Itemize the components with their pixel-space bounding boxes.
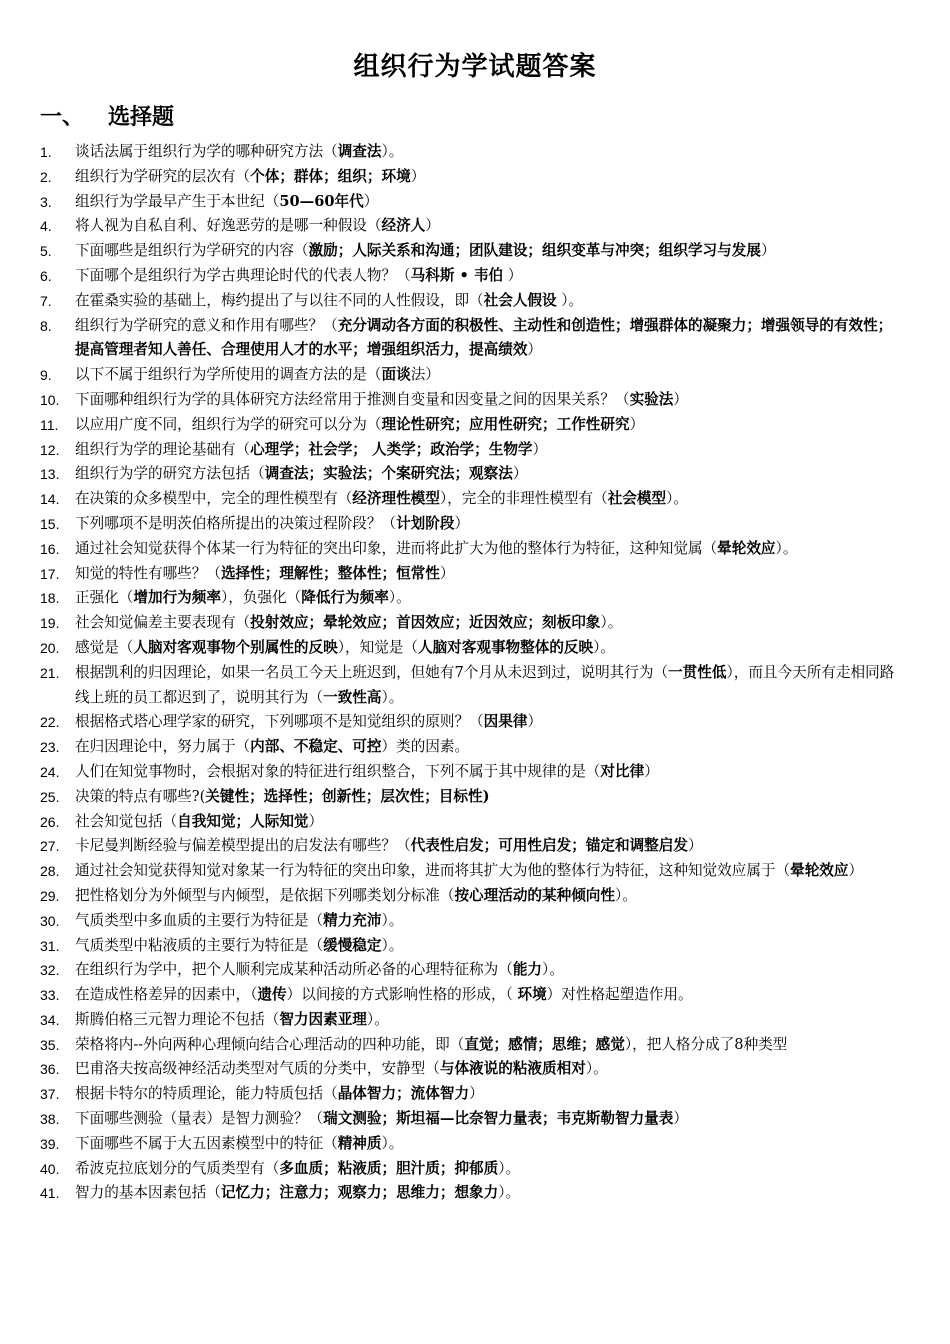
answer-text: 代表性启发；可用性启发；锚定和调整启发 (410, 837, 688, 855)
question-item (0, 586, 950, 611)
question-number: 6. (40, 267, 52, 284)
answer-text: 调查法 (337, 143, 382, 160)
question-item (0, 289, 950, 314)
question-item (0, 909, 950, 934)
answer-text: 与体液说的粘液质相对 (439, 1060, 586, 1078)
question-item (0, 1082, 950, 1107)
question-text: ） (532, 440, 548, 458)
question-number: 4. (40, 218, 52, 235)
question-text: 感觉是（ (75, 638, 134, 656)
question-text: 在霍桑实验的基础上，梅约提出了与以往不同的人性假设，即（ (75, 291, 484, 309)
question-text: ）。 (388, 589, 411, 607)
question-text: ） (673, 1110, 688, 1128)
question-item (0, 388, 950, 413)
question-text: 巴甫洛夫按高级神经活动类型对气质的分类中，安静型（ (75, 1060, 440, 1078)
question-text: 组织行为学研究的层次有（ (75, 167, 251, 185)
answer-text: 充分调动各方面的积极性、主动性和创造性；增强群体的凝聚力；增强领导的有效性；提高管理者知人善任、合理使用人才的水平；增强组织活力，提高绩效 (75, 316, 893, 359)
question-text: 根据卡特尔的特质理论，能力特质包括（ (75, 1085, 338, 1103)
question-text: ） (848, 862, 864, 880)
question-text: 希波克拉底划分的气质类型有（ (75, 1159, 280, 1177)
question-text: 组织行为学的研究方法包括（ (75, 465, 265, 483)
answer-text: 马科斯 • 韦伯 (410, 266, 504, 284)
question-text: ）。 (542, 961, 564, 979)
answer-text: 精力充沛 (323, 911, 382, 929)
question-number: 16. (40, 540, 60, 557)
question-number: 31. (40, 937, 60, 954)
question-text: ） (363, 192, 379, 210)
answer-text: 心理学；社会学； 人类学；政治学；生物学 (250, 440, 533, 458)
question-text: 将人视为自私自利、好逸恶劳的是哪一种假设（ (75, 217, 382, 235)
question-text: 以应用广度不同，组织行为学的研究可以分为（ (75, 415, 382, 433)
question-text: ）。 (498, 1184, 521, 1202)
question-number: 41. (40, 1185, 60, 1202)
answer-text: 经济理性模型 (352, 490, 440, 508)
question-text: ）以间接的方式影响性格的形成，（ (286, 986, 518, 1004)
answer-text: 经济人 (381, 217, 426, 235)
answer-text: 一贯性低 (668, 663, 727, 681)
answer-text: 遗传 (257, 986, 287, 1004)
question-item (0, 1181, 950, 1206)
question-number: 13. (40, 466, 60, 483)
question-text: 在归因理论中，努力属于（ (75, 738, 251, 756)
question-text: 正强化（ (75, 589, 134, 607)
question-item (0, 611, 950, 636)
question-text: ）对性格起塑造作用。 (546, 986, 693, 1004)
question-text: 在造成性格差异的因素中，（ (75, 986, 258, 1004)
question-text: ）。 (615, 886, 637, 904)
question-number: 11. (40, 416, 59, 433)
question-text: ） (469, 1085, 484, 1103)
question-item (0, 735, 950, 760)
answer-text: 面谈 (381, 366, 411, 384)
question-item (0, 1157, 950, 1182)
question-text: ），而且今天所有走相同路线上班的员工都迟到了，说明其行为（ (75, 663, 895, 706)
question-number: 30. (40, 912, 60, 929)
question-text: 根据格式塔心理学家的研究，下列哪项不是知觉组织的原则？（ (75, 713, 484, 731)
question-number: 2. (40, 168, 52, 185)
answer-text: 理论性研究；应用性研究；工作性研究 (381, 415, 630, 433)
answer-text: 晶体智力；流体智力 (337, 1085, 470, 1103)
question-text: 社会知觉包括（ (75, 812, 178, 830)
question-item (0, 859, 950, 884)
question-number: 26. (40, 813, 60, 830)
question-text: 人们在知觉事物时，会根据对象的特征进行组织整合，下列不属于其中规律的是（ (75, 762, 601, 780)
question-number: 5. (40, 243, 52, 260)
question-text: 下面哪个是组织行为学古典理论时代的代表人物？（ (75, 266, 411, 284)
question-item (0, 314, 950, 364)
question-number: 32. (40, 962, 60, 979)
question-text: ）类的因素。 (381, 738, 470, 756)
question-text: 通过社会知觉获得个体某一行为特征的突出印象，进而将此扩大为他的整体行为特征，这种知觉属（ (75, 539, 718, 557)
question-text: 下面哪些测验（量表）是智力测验？（ (75, 1110, 324, 1128)
question-item (0, 1008, 950, 1033)
question-item (0, 834, 950, 859)
answer-text: 内部、不稳定、可控 (250, 738, 382, 756)
question-item (0, 760, 950, 785)
question-item (0, 661, 950, 711)
question-number: 9. (40, 367, 52, 384)
answer-text: 人脑对客观事物整体的反映 (417, 638, 594, 656)
question-text: 在决策的众多模型中，完全的理性模型有（ (75, 490, 353, 508)
answer-text: 社会人假设 (483, 291, 557, 309)
answer-text: 记忆力；注意力；观察力；思维力；想象力 (220, 1184, 499, 1202)
question-item (0, 140, 950, 165)
question-number: 24. (40, 763, 60, 780)
question-text: ）。 (585, 1060, 608, 1078)
question-item (0, 636, 950, 661)
question-item (0, 363, 950, 388)
question-text: 在组织行为学中，把个人顺利完成某种活动所必备的心理特征称为（ (75, 961, 513, 979)
question-text: ） (454, 514, 470, 532)
question-item (0, 190, 950, 215)
question-number: 23. (40, 739, 60, 756)
answer-text: 瑞文测验；斯坦福—比奈智力量表；韦克斯勒智力量表 (323, 1110, 674, 1128)
question-number: 40. (40, 1160, 60, 1177)
question-item (0, 264, 950, 289)
question-text: 法） (410, 366, 440, 384)
question-text: 卡尼曼判断经验与偏差模型提出的启发法有哪些？（ (75, 837, 411, 855)
question-text: ）。 (593, 638, 616, 656)
question-number: 21. (40, 664, 60, 681)
question-number: 3. (40, 193, 52, 210)
question-number: 7. (40, 292, 52, 309)
question-item (0, 810, 950, 835)
question-number: 39. (40, 1135, 60, 1152)
question-number: 1. (40, 144, 52, 160)
question-number: 27. (40, 838, 60, 855)
answer-text: 缓慢稳定 (323, 936, 382, 954)
question-number: 35. (40, 1036, 60, 1053)
question-number: 19. (40, 615, 60, 632)
question-number: 28. (40, 863, 60, 880)
question-text: 斯腾伯格三元智力理论不包括（ (75, 1010, 280, 1028)
question-text: ）。 (366, 1010, 389, 1028)
question-text: ）。 (381, 911, 404, 929)
question-text: ） (308, 812, 324, 830)
answer-text: 直觉；感情；思维；感觉 (464, 1035, 625, 1053)
question-item (0, 1033, 950, 1058)
question-text: ），把人格分成了8种类型 (624, 1035, 788, 1053)
question-text: 下面哪些不属于大五因素模型中的特征（ (75, 1134, 338, 1152)
answer-text: 因果律 (483, 713, 528, 731)
question-number: 33. (40, 987, 60, 1004)
question-item (0, 562, 950, 587)
question-text: 社会知觉偏差主要表现有（ (75, 614, 251, 632)
question-number: 36. (40, 1061, 60, 1078)
question-text: ） (527, 341, 543, 359)
question-text: ） (410, 167, 426, 185)
question-number: 22. (40, 714, 60, 731)
question-item (0, 165, 950, 190)
question-number: 8. (40, 317, 52, 334)
question-item (0, 487, 950, 512)
question-item (0, 958, 950, 983)
question-number: 37. (40, 1086, 60, 1103)
question-number: 17. (40, 565, 60, 582)
question-number: 18. (40, 590, 60, 607)
answer-text: 50—60年代 (279, 192, 364, 210)
question-number: 25. (40, 788, 60, 805)
question-text: ） (687, 837, 703, 855)
answer-text: 按心理活动的某种倾向性 (454, 886, 615, 904)
question-text: 下面哪些是组织行为学研究的内容（ (75, 242, 309, 260)
question-text: 谈话法属于组织行为学的哪种研究方法（ (75, 143, 338, 160)
question-item (0, 884, 950, 909)
answer-text: 人脑对客观事物个别属性的反映 (133, 638, 338, 656)
question-text: ）。 (498, 1159, 521, 1177)
question-text: 荣格将内--外向两种心理倾向结合心理活动的四种功能，即（ (75, 1035, 465, 1053)
question-item (0, 710, 950, 735)
question-text: 通过社会知觉获得知觉对象某一行为特征的突出印象，进而将其扩大为他的整体行为特征，这种知觉效应属于（ (75, 862, 791, 880)
question-text: ）。 (381, 688, 404, 706)
answer-text: 计划阶段 (396, 514, 455, 532)
question-number: 20. (40, 639, 60, 656)
answer-text: 关键性；选择性；创新性；层次性；目标性) (205, 787, 490, 805)
answer-text: 实验法 (629, 390, 674, 408)
question-text: ） (503, 266, 523, 284)
answer-text: 增加行为频率 (133, 589, 221, 607)
question-item (0, 785, 950, 810)
question-number: 10. (40, 391, 60, 408)
question-item (0, 934, 950, 959)
question-number: 15. (40, 515, 60, 532)
question-item (0, 438, 950, 463)
answer-text: 对比律 (600, 762, 645, 780)
answer-text: 个体；群体；组织；环境 (250, 167, 411, 185)
question-item (0, 239, 950, 264)
question-item (0, 214, 950, 239)
question-text: 决策的特点有哪些?( (75, 787, 206, 805)
question-number: 34. (40, 1011, 60, 1028)
section-number: 一、 (40, 105, 85, 130)
question-item (0, 1107, 950, 1132)
question-text: 知觉的特性有哪些？（ (75, 564, 221, 582)
question-text: ），负强化（ (220, 589, 302, 607)
section-title: 选择题 (108, 105, 175, 130)
question-text: ）。 (381, 936, 404, 954)
question-number: 12. (40, 441, 60, 458)
answer-text: 晕轮效应 (790, 862, 849, 880)
question-number: 29. (40, 887, 60, 904)
question-text: ）。 (381, 143, 404, 160)
question-text: 以下不属于组织行为学所使用的调查方法的是（ (75, 366, 382, 384)
question-text: 把性格划分为外倾型与内倾型，是依据下列哪类划分标准（ (75, 886, 455, 904)
question-item (0, 1132, 950, 1157)
question-text: ）。 (775, 539, 798, 557)
section-heading (40, 100, 174, 131)
question-number: 38. (40, 1111, 60, 1128)
question-text: ） (512, 465, 528, 483)
question-text: ），知觉是（ (337, 638, 418, 656)
answer-text: 降低行为频率 (301, 589, 389, 607)
answer-text: 选择性；理解性；整体性；恒常性 (220, 564, 440, 582)
question-item (0, 462, 950, 487)
document-title: 组织行为学试题答案 (353, 52, 597, 82)
answer-text: 激励；人际关系和沟通；团队建设；组织变革与冲突；组织学习与发展 (308, 242, 761, 260)
answer-text: 多血质；粘液质；胆汁质；抑郁质 (279, 1159, 499, 1177)
question-text: ）。 (666, 490, 688, 508)
answer-text: 晕轮效应 (717, 539, 776, 557)
question-item (0, 413, 950, 438)
question-text: ） (673, 390, 688, 408)
question-text: 组织行为学研究的意义和作用有哪些？（ (75, 316, 338, 334)
answer-text: 投射效应；晕轮效应；首因效应；近因效应；刻板印象 (250, 614, 601, 632)
question-text: ） (425, 217, 440, 235)
question-text: ） (644, 762, 659, 780)
question-text: ），完全的非理性模型有（ (439, 490, 608, 508)
question-text: ） (439, 564, 455, 582)
question-text: 气质类型中粘液质的主要行为特征是（ (75, 936, 324, 954)
answer-text: 自我知觉；人际知觉 (177, 812, 309, 830)
question-text: ）。 (556, 291, 584, 309)
question-text: ） (629, 415, 645, 433)
question-list (0, 140, 950, 1206)
question-item (0, 537, 950, 562)
question-text: ）。 (381, 1134, 404, 1152)
question-text: 下列哪项不是明茨伯格所提出的决策过程阶段？（ (75, 514, 397, 532)
question-text: 组织行为学最早产生于本世纪（ (75, 192, 280, 210)
answer-text: 精神质 (337, 1134, 382, 1152)
answer-text: 智力因素亚理 (279, 1010, 367, 1028)
question-text: 气质类型中多血质的主要行为特征是（ (75, 911, 324, 929)
question-text: ）。 (600, 614, 623, 632)
question-text: 下面哪种组织行为学的具体研究方法经常用于推测自变量和因变量之间的因果关系？（ (75, 390, 630, 408)
answer-text: 调查法；实验法；个案研究法；观察法 (264, 465, 513, 483)
question-item (0, 983, 950, 1008)
question-item (0, 512, 950, 537)
question-text: ） (527, 713, 543, 731)
question-text: ） (760, 242, 776, 260)
question-text: 智力的基本因素包括（ (75, 1184, 221, 1202)
answer-text: 能力 (512, 961, 543, 979)
question-text: 组织行为学的理论基础有（ (75, 440, 251, 458)
question-number: 14. (40, 491, 60, 508)
answer-text: 社会模型 (607, 490, 667, 508)
answer-text: 环境 (517, 986, 547, 1004)
answer-text: 一致性高 (323, 688, 382, 706)
question-text: 根据凯利的归因理论，如果一名员工今天上班迟到，但她有7个月从未迟到过，说明其行为（ (75, 663, 669, 681)
question-item (0, 1057, 950, 1082)
